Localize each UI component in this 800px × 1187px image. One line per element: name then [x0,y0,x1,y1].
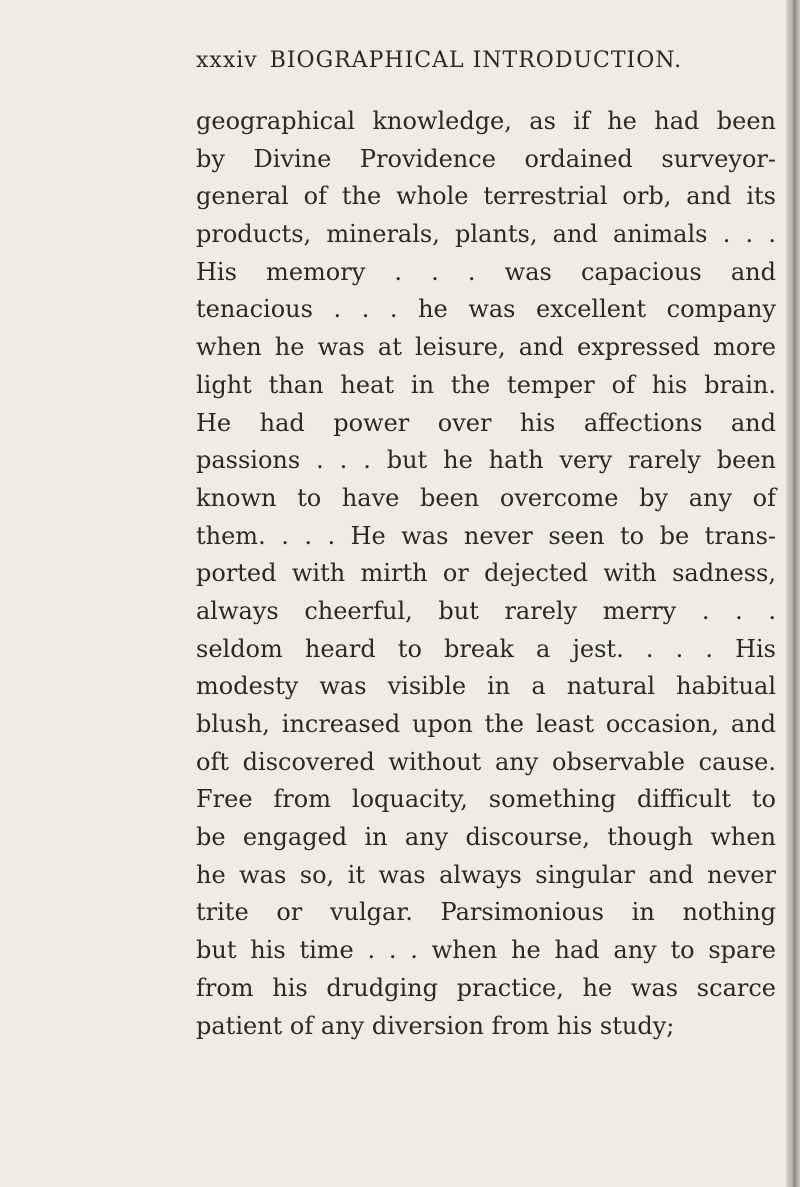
page-number: xxxiv [196,48,258,73]
page-edge [786,0,800,1187]
body-text [196,103,776,1045]
text-line: oft discovered without any observable cause. [196,747,776,776]
text-line: trite or vulgar. Parsimonious in nothing [196,898,776,927]
text-line: passions . . . but he hath very rarely been [196,446,776,475]
text-line: seldom heard to break a jest. . . . His [196,634,776,663]
text-line: known to have been overcome by any of [196,483,776,512]
text-line: tenacious . . . he was excellent company [196,295,776,324]
text-line: them. . . . He was never seen to be trans- [196,521,776,550]
text-line: patient of any diversion from his study; [196,1011,675,1040]
text-line: products, minerals, plants, and animals . . . [196,220,776,249]
text-line: be engaged in any discourse, though when [196,823,776,852]
text-line: ported with mirth or dejected with sadness, [196,559,776,588]
text-line: His memory . . . was capacious and [196,257,776,286]
text-line: geographical knowledge, as if he had been [196,107,776,135]
text-line: He had power over his affections and [196,408,776,437]
running-header [196,48,716,73]
text-line: when he was at leisure, and expressed more [196,333,776,362]
text-line: always cheerful, but rarely merry . . . [196,596,776,625]
text-line: general of the whole terrestrial orb, and its [196,182,776,211]
text-line: modesty was visible in a natural habitual [196,672,776,701]
text-line: Free from loquacity, something difficult to [196,785,776,814]
text-line: he was so, it was always singular and never [196,860,776,889]
text-line: but his time . . . when he had any to spare [196,936,776,965]
text-line: by Divine Providence ordained surveyor- [196,144,776,173]
text-line: blush, increased upon the least occasion, and [196,710,776,738]
text-line: from his drudging practice, he was scarce [196,973,776,1002]
running-title: BIOGRAPHICAL INTRODUCTION. [269,48,683,73]
text-line: light than heat in the temper of his brain. [196,370,776,399]
